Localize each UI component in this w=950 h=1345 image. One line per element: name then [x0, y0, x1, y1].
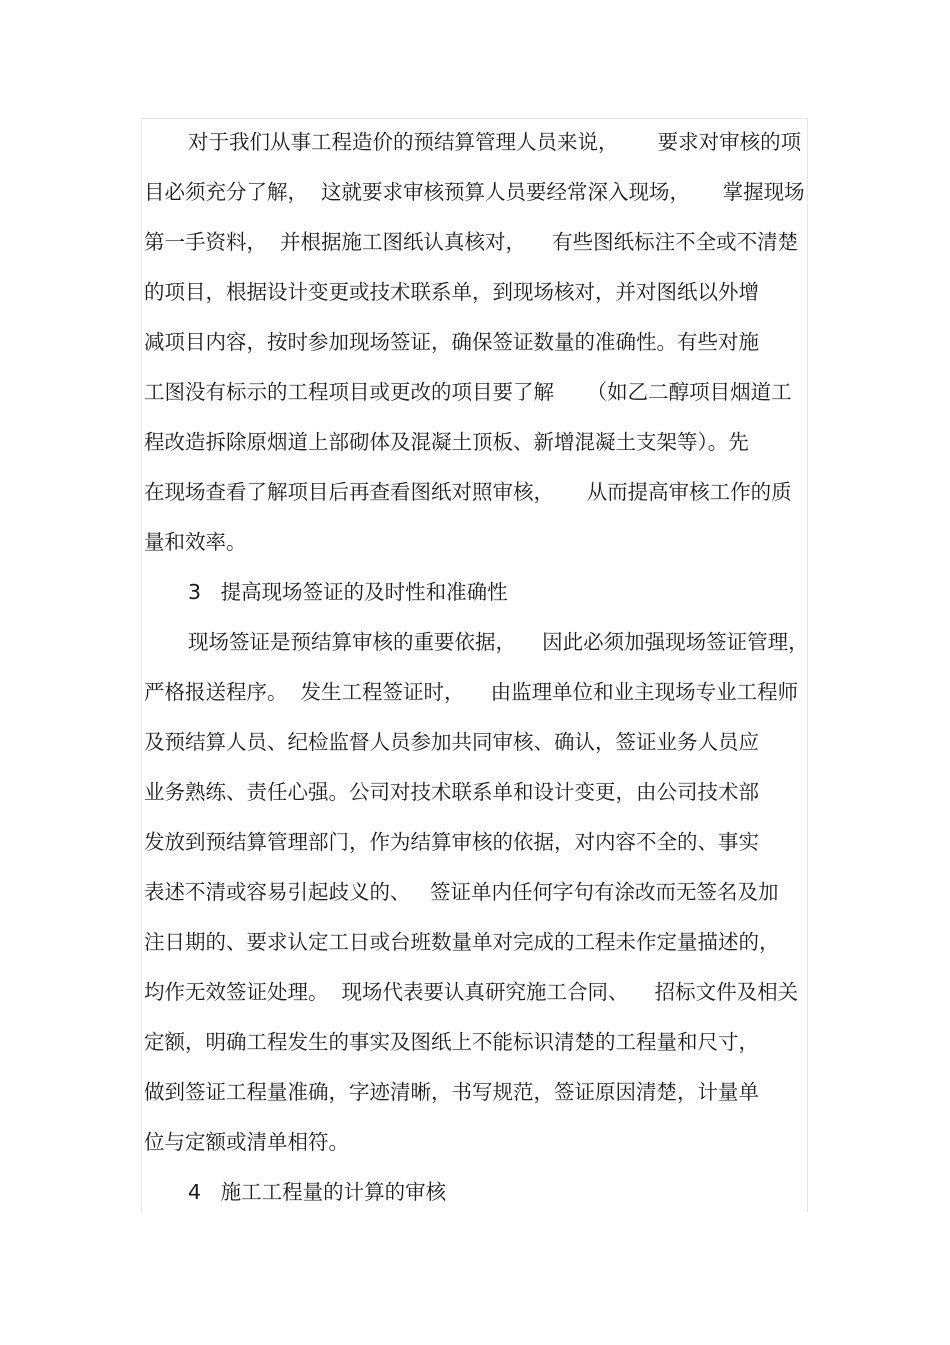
paragraph-line: 位与定额或清单相符。: [144, 1130, 349, 1154]
paragraph-line: 业务熟练、责任心强。公司对技术联系单和设计变更，由公司技术部: [144, 780, 759, 804]
paragraph-line: 严格报送程序。 发生工程签证时， 由监理单位和业主现场专业工程师: [144, 680, 799, 704]
paragraph-line: 的项目，根据设计变更或技术联系单，到现场核对，并对图纸以外增: [144, 280, 759, 304]
paragraph-line: 定额，明确工程发生的事实及图纸上不能标识清楚的工程量和尺寸，: [144, 1030, 759, 1054]
section-heading: 3 提高现场签证的及时性和准确性: [188, 580, 508, 604]
paragraph-line: 对于我们从事工程造价的预结算管理人员来说， 要求对审核的项: [188, 130, 802, 154]
paragraph-line: 减项目内容，按时参加现场签证，确保签证数量的准确性。有些对施: [144, 330, 759, 354]
paragraph-line: 工图没有标示的工程项目或更改的项目要了解 （如乙二醇项目烟道工: [144, 380, 792, 404]
paragraph-line: 注日期的、要求认定工日或台班数量单对完成的工程未作定量描述的，: [144, 930, 780, 954]
section-heading: 4 施工工程量的计算的审核: [188, 1180, 447, 1204]
page-frame-right: [807, 118, 808, 1212]
paragraph-line: 程改造拆除原烟道上部砌体及混凝土顶板、新增混凝土支架等）。先: [144, 430, 749, 454]
paragraph-line: 现场签证是预结算审核的重要依据， 因此必须加强现场签证管理，: [188, 630, 809, 654]
paragraph-line: 做到签证工程量准确，字迹清晰，书写规范，签证原因清楚，计量单: [144, 1080, 759, 1104]
paragraph-line: 发放到预结算管理部门，作为结算审核的依据，对内容不全的、事实: [144, 830, 759, 854]
paragraph-line: 第一手资料， 并根据施工图纸认真核对， 有些图纸标注不全或不清楚: [144, 230, 799, 254]
paragraph-line: 目必须充分了解， 这就要求审核预算人员要经常深入现场， 掌握现场: [144, 180, 805, 204]
page-frame-left: [141, 118, 142, 1212]
paragraph-line: 均作无效签证处理。 现场代表要认真研究施工合同、 招标文件及相关: [144, 980, 799, 1004]
paragraph-line: 量和效率。: [144, 530, 247, 554]
page-frame-top: [141, 118, 808, 119]
paragraph-line: 在现场查看了解项目后再查看图纸对照审核， 从而提高审核工作的质: [144, 480, 792, 504]
paragraph-line: 表述不清或容易引起歧义的、 签证单内任何字句有涂改而无签名及加: [144, 880, 779, 904]
paragraph-line: 及预结算人员、纪检监督人员参加共同审核、确认，签证业务人员应: [144, 730, 759, 754]
